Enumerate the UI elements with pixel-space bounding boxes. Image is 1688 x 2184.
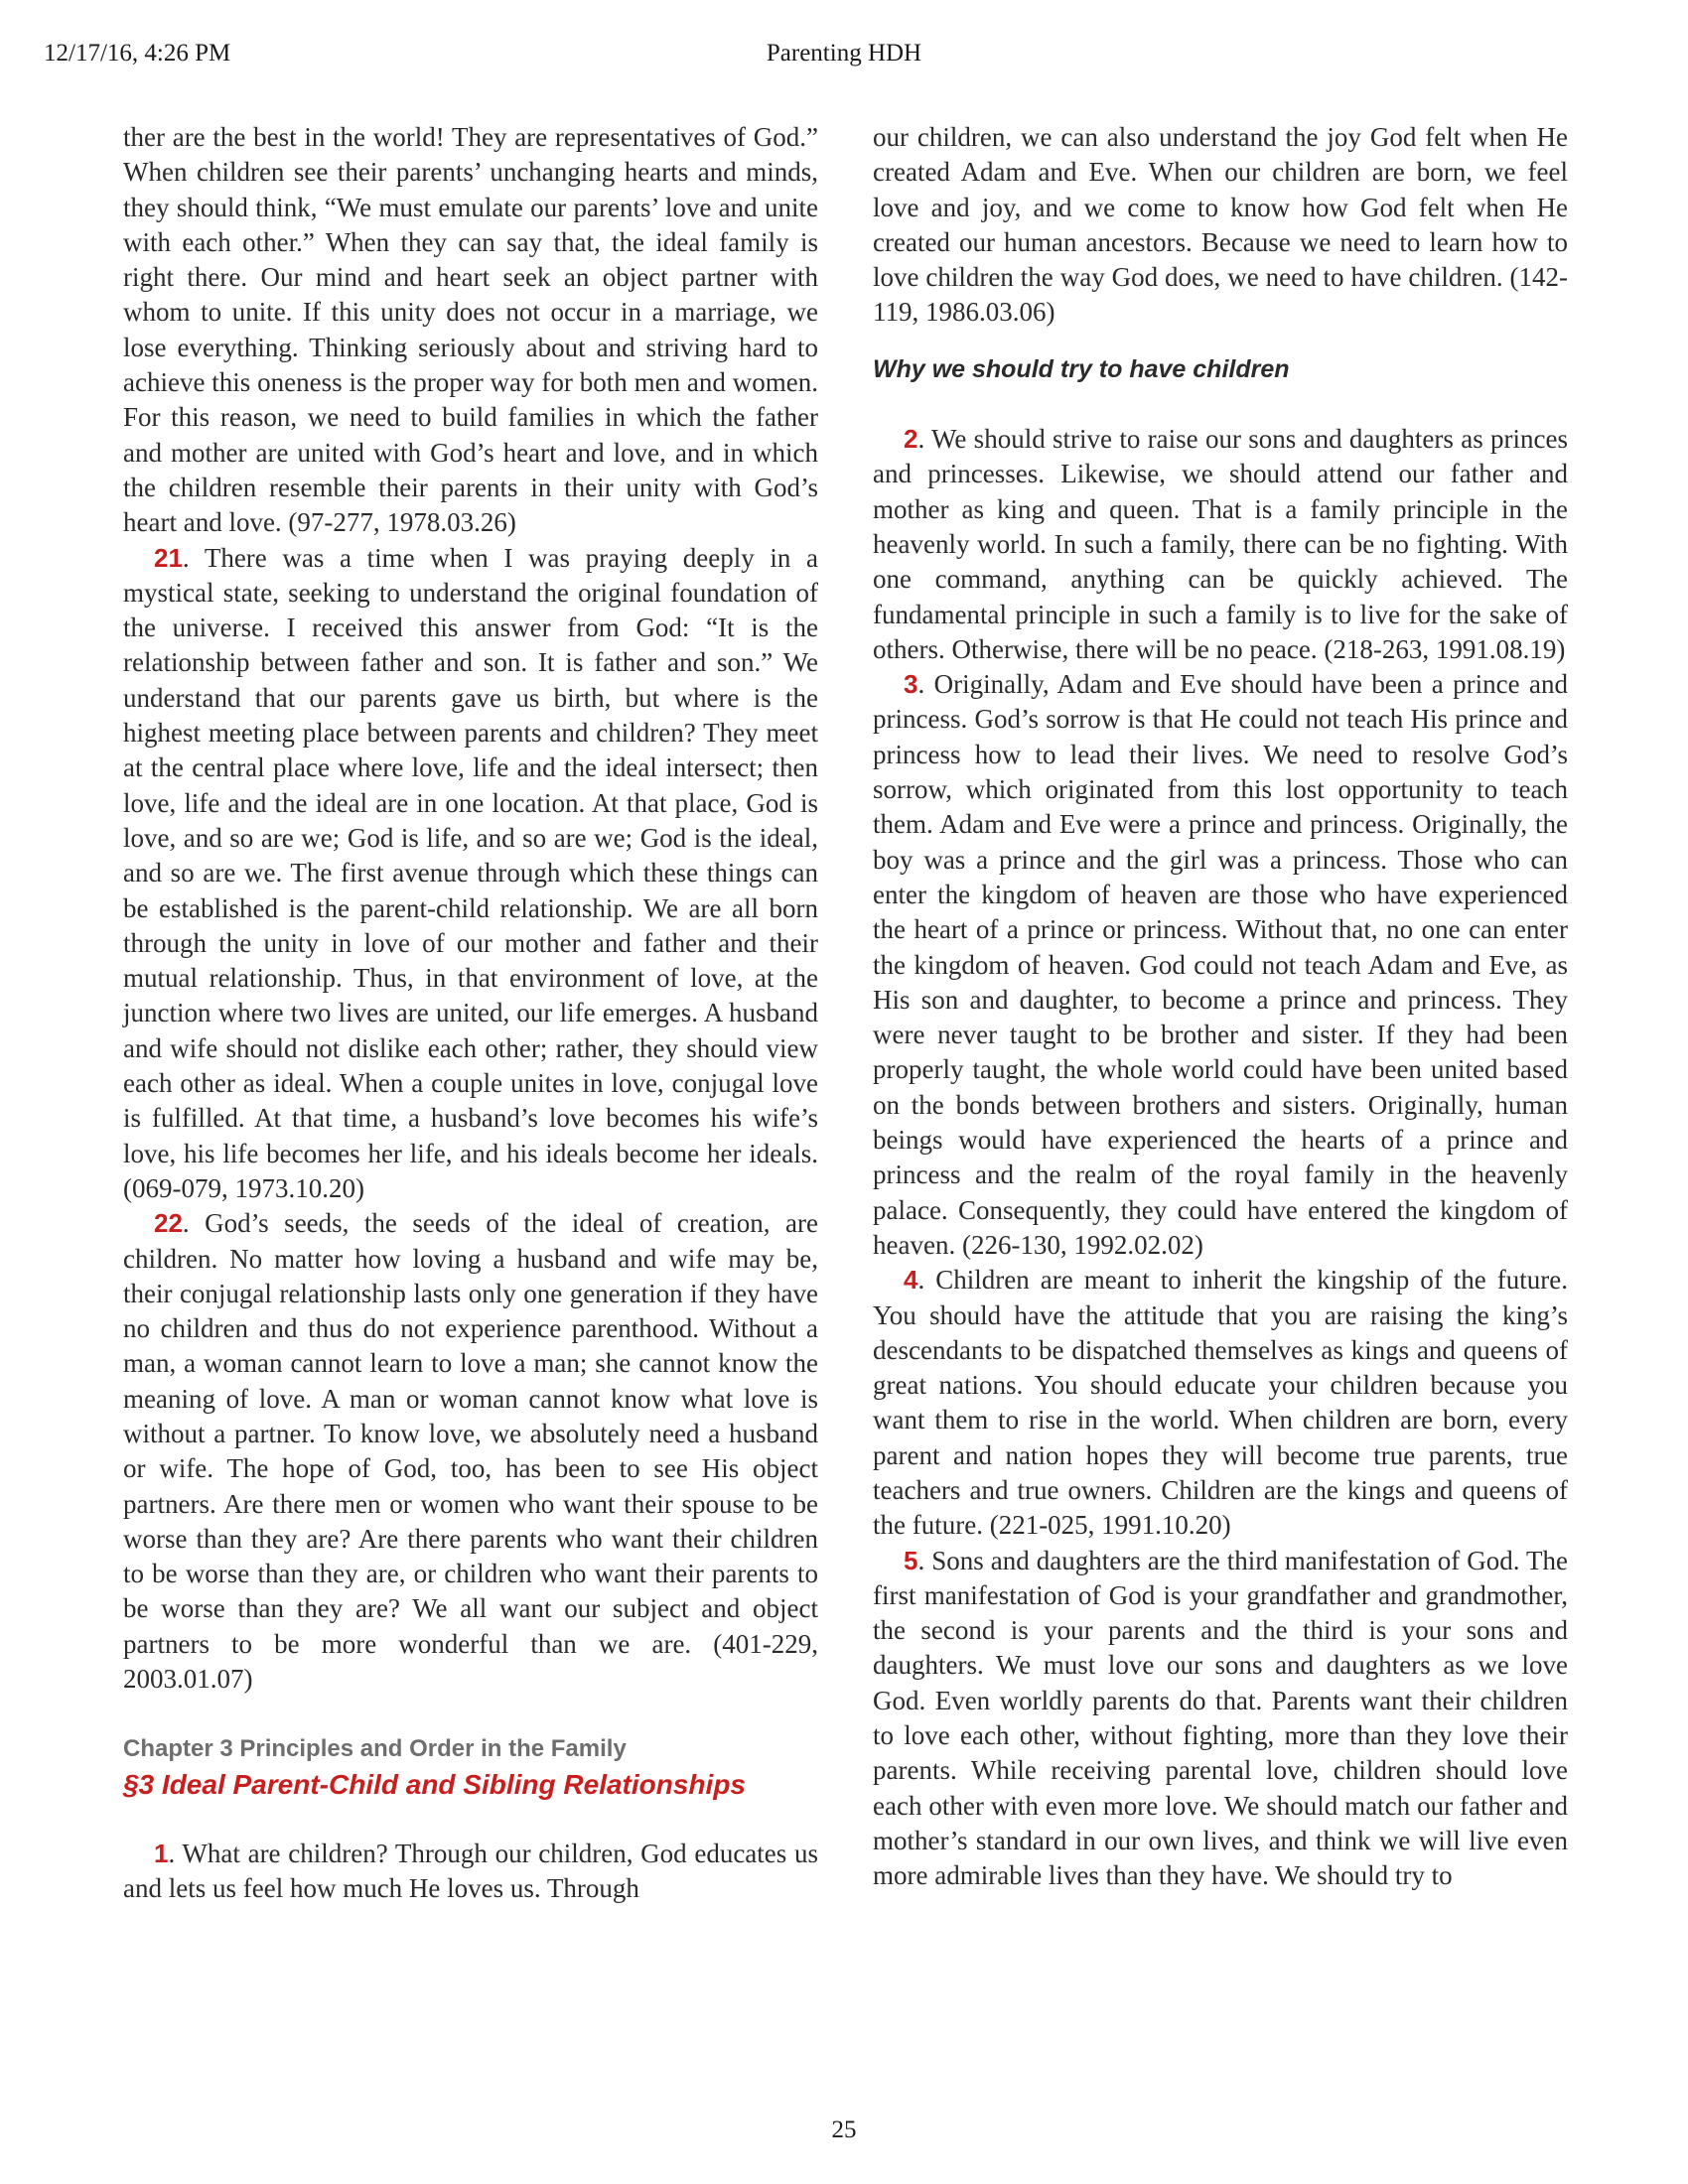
paragraph-number: 22 bbox=[154, 1208, 183, 1239]
right-column bbox=[873, 120, 1568, 1894]
paragraph-number: 5 bbox=[904, 1545, 918, 1575]
paragraph-1 bbox=[123, 1837, 818, 1907]
running-title: Parenting HDH bbox=[766, 40, 922, 67]
paragraph-continued: ther are the best in the world! They are representatives of God.” When children see their parents’ unchanging hearts and minds, they should think, “We must emulate our parents’ love and unite with each other.” When they can say that, the ideal family is right there. Our mind and heart seek an object partner with whom to unite. If this unity does not occur in a marriage, we lose everything. Thinking seriously about and striving hard to achieve this oneness is the proper way for both men and women. For this reason, we need to build families in which the father and mother are united with God’s heart and love, and in which the children resemble their parents in their unity with God’s heart and love. (97-277, 1978.03.26) bbox=[123, 122, 818, 538]
paragraph-2 bbox=[873, 422, 1568, 667]
paragraph-number: 1 bbox=[154, 1838, 169, 1868]
paragraph-text: . Sons and daughters are the third manifestation of God. The first manifestation of God is your grandfather and grandmother, the second is your parents and the third is your sons and daughters. We must love our sons and daughters as we love God. Even worldly parents do that. Parents want their children to love each other, without fighting, more than they love their parents. While receiving parental love, children should love each other with even more love. We should match our father and mother’s standard in our own lives, and think we will live even more admirable lives than they have. We should try to bbox=[873, 1545, 1568, 1891]
paragraph-number: 21 bbox=[154, 542, 183, 573]
left-column bbox=[123, 120, 818, 1907]
paragraph-text: . Children are meant to inherit the kingship of the future. You should have the attitude that you are raising the king’s descendants to be dispatched themselves as kings and queens of great nations. You should educate your children because you want them to rise in the world. When children are born, every parent and nation hopes they will become true parents, true teachers and true owners. Children are the kings and queens of the future. (221-025, 1991.10.20) bbox=[873, 1265, 1568, 1541]
page-number: 25 bbox=[831, 2116, 857, 2143]
paragraph-number: 2 bbox=[904, 424, 918, 455]
paragraph-number: 3 bbox=[904, 669, 918, 700]
paragraph-text: . God’s seeds, the seeds of the ideal of creation, are children. No matter how loving a husband and wife may be, their conjugal relationship lasts only one generation if they have no children and thus do not experience parenthood. Without a man, a woman cannot learn to love a man; she cannot know the meaning of love. A man or woman cannot know what love is without a partner. To know love, we absolutely need a husband or wife. The hope of God, too, has been to see His object partners. Are there men or women who want their spouse to be worse than they are? Are there parents who want their children to be worse than they are, or children who want their parents to be worse than they are? We all want our subject and object partners to be more wonderful than we are. (401-229, 2003.01.07) bbox=[123, 1208, 818, 1695]
paragraph-number: 4 bbox=[904, 1265, 918, 1296]
paragraph-text: . What are children? Through our children, God educates us and lets us feel how much He loves us. Through bbox=[123, 1838, 818, 1904]
print-datetime: 12/17/16, 4:26 PM bbox=[44, 40, 231, 67]
paragraph-text: . There was a time when I was praying deeply in a mystical state, seeking to understand the original foundation of the universe. I received this answer from God: “It is the relationship between father and son. It is father and son.” We understand that our parents gave us birth, but where is the highest meeting place between parents and children? They meet at the central place where love, life and the ideal intersect; then love, life and the ideal are in one location. At that place, God is love, and so are we; God is life, and so are we; God is the ideal, and so are we. The first avenue through which these things can be established is the parent-child relationship. We are all born through the unity in love of our mother and father and their mutual relationship. Thus, in that environment of love, at the junction where two lives are united, our life emerges. A husband and wife should not dislike each other; rather, they should view each other as ideal. When a couple unites in love, conjugal love is fulfilled. At that time, a husband’s love becomes his wife’s love, his life becomes her life, and his ideals become her ideals. (069-079, 1973.10.20) bbox=[123, 542, 818, 1203]
paragraph-5 bbox=[873, 1544, 1568, 1894]
paragraph-21 bbox=[123, 541, 818, 1207]
paragraph-text: . We should strive to raise our sons and daughters as princes and princesses. Likewise, we should attend our father and mother as king and queen. That is a family principle in the heavenly world. In such a family, there can be no fighting. With one command, anything can be quickly achieved. The fundamental principle in such a family is to live for the sake of others. Otherwise, there will be no peace. (218-263, 1991.08.19) bbox=[873, 424, 1568, 664]
paragraph-continued: our children, we can also understand the joy God felt when He created Adam and Eve. When our children are born, we feel love and joy, and we come to know how God felt when He created our human ancestors. Because we need to learn how to love children the way God does, we need to have children. (142-119, 1986.03.06) bbox=[873, 122, 1568, 328]
paragraph-4 bbox=[873, 1263, 1568, 1543]
paragraph-3 bbox=[873, 667, 1568, 1263]
section-heading: §3 Ideal Parent-Child and Sibling Relationships bbox=[123, 1768, 746, 1800]
paragraph-text: . Originally, Adam and Eve should have been a prince and princess. God’s sorrow is that He could not teach His prince and princess how to lead their lives. We need to resolve God’s sorrow, which originated from this lost opportunity to teach them. Adam and Eve were a prince and princess. Originally, the boy was a prince and the girl was a princess. Those who can enter the kingdom of heaven are those who have experienced the heart of a prince or princess. Without that, no one can enter the kingdom of heaven. God could not teach Adam and Eve, as His son and daughter, to become a prince and princess. They were never taught to be brother and sister. If they had been properly taught, the whole world could have been united based on the bonds between brothers and sisters. Originally, human beings would have experienced the hearts of a prince and princess and the realm of the royal family in the heavenly palace. Consequently, they could have entered the kingdom of heaven. (226-130, 1992.02.02) bbox=[873, 669, 1568, 1260]
subheading: Why we should try to have children bbox=[873, 354, 1290, 383]
chapter-heading: Chapter 3 Principles and Order in the Family bbox=[123, 1735, 627, 1763]
paragraph-22 bbox=[123, 1206, 818, 1697]
